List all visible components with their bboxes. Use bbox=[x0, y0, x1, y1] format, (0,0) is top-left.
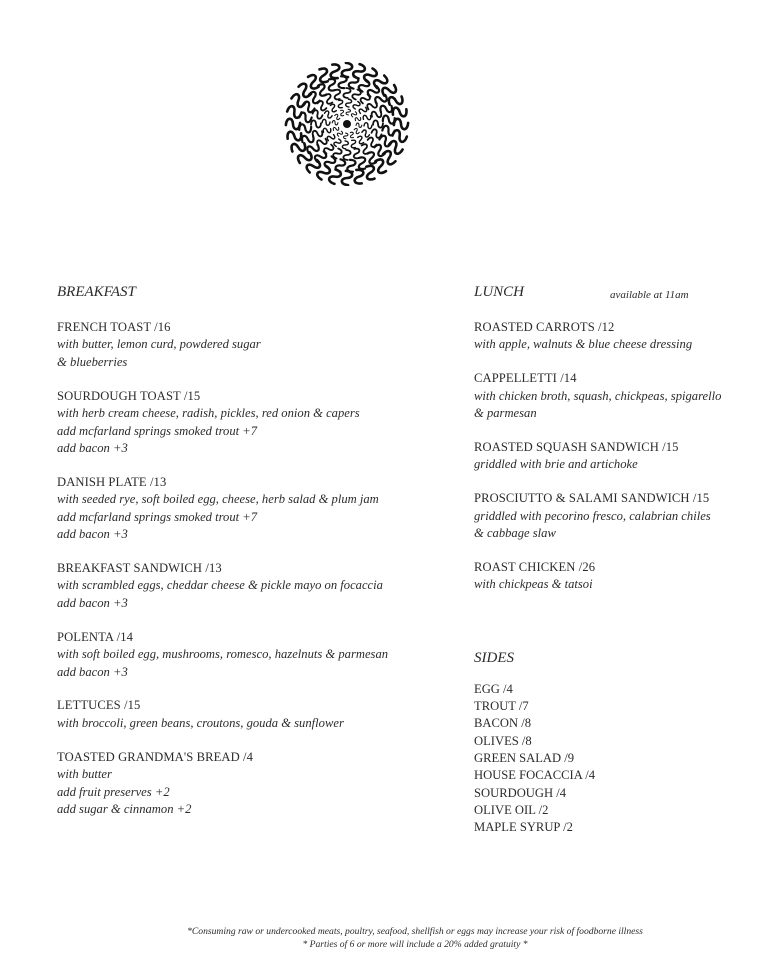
menu-item bbox=[474, 319, 759, 354]
menu-item-description: with soft boiled egg, mushrooms, romesco, hazelnuts & parmesan bbox=[57, 647, 389, 662]
menu-item-name: TOASTED GRANDMA'S BREAD /4 bbox=[57, 749, 254, 764]
menu-item-description: add mcfarland springs smoked trout +7 bbox=[57, 423, 258, 438]
side-item: EGG /4 bbox=[474, 681, 513, 696]
menu-item-description: add sugar & cinnamon +2 bbox=[57, 801, 192, 816]
menu-item-description: with herb cream cheese, radish, pickles, red onion & capers bbox=[57, 406, 360, 421]
menu-item-description: with seeded rye, soft boiled egg, cheese, herb salad & plum jam bbox=[57, 492, 379, 507]
menu-item bbox=[57, 697, 437, 732]
lunch-column bbox=[474, 282, 759, 837]
menu-item bbox=[57, 749, 437, 819]
footer-disclaimer: *Consuming raw or undercooked meats, poultry, seafood, shellfish or eggs may increase your risk of foodborne illness bbox=[187, 926, 643, 937]
lunch-header bbox=[474, 282, 759, 302]
side-item: MAPLE SYRUP /2 bbox=[474, 820, 573, 835]
menu-item-name: ROASTED CARROTS /12 bbox=[474, 320, 615, 334]
menu-item-name: SOURDOUGH TOAST /15 bbox=[57, 388, 201, 403]
menu-item bbox=[57, 560, 437, 612]
menu-item-description: add bacon +3 bbox=[57, 595, 128, 610]
side-item: GREEN SALAD /9 bbox=[474, 751, 575, 766]
menu-item-name: FRENCH TOAST /16 bbox=[57, 320, 171, 334]
footer-gratuity: * Parties of 6 or more will include a 20% added gratuity * bbox=[302, 939, 528, 950]
menu-item-description: & cabbage slaw bbox=[474, 526, 556, 541]
lunch-items bbox=[474, 319, 759, 594]
menu-item-description: with chicken broth, squash, chickpeas, spigarello bbox=[474, 388, 722, 403]
side-item: TROUT /7 bbox=[474, 699, 529, 714]
side-item: HOUSE FOCACCIA /4 bbox=[474, 768, 596, 783]
menu-item-name: CAPPELLETTI /14 bbox=[474, 371, 577, 386]
menu-item-description: add bacon +3 bbox=[57, 440, 128, 455]
menu-item-name: ROAST CHICKEN /26 bbox=[474, 560, 596, 575]
menu-item-description: & blueberries bbox=[57, 354, 128, 369]
menu-item-description: with butter, lemon curd, powdered sugar bbox=[57, 337, 261, 352]
menu-item-name: BREAKFAST SANDWICH /13 bbox=[57, 560, 222, 575]
menu-item-description: griddled with pecorino fresco, calabrian chiles bbox=[474, 508, 711, 523]
side-item: BACON /8 bbox=[474, 716, 532, 731]
menu-item-description: with broccoli, green beans, croutons, gouda & sunflower bbox=[57, 715, 344, 730]
menu-item-description: add fruit preserves +2 bbox=[57, 784, 170, 799]
menu-item-description: with chickpeas & tatsoi bbox=[474, 577, 593, 592]
menu-item-name: PROSCIUTTO & SALAMI SANDWICH /15 bbox=[474, 491, 710, 506]
breakfast-items bbox=[57, 319, 437, 818]
side-item: OLIVE OIL /2 bbox=[474, 802, 549, 817]
sides-title: SIDES bbox=[474, 649, 514, 666]
sides-section bbox=[474, 648, 759, 837]
menu-item bbox=[57, 388, 437, 458]
side-item: OLIVES /8 bbox=[474, 733, 532, 748]
side-item: SOURDOUGH /4 bbox=[474, 785, 567, 800]
menu-item bbox=[57, 474, 437, 544]
menu-item-name: ROASTED SQUASH SANDWICH /15 bbox=[474, 440, 679, 455]
breakfast-title: BREAKFAST bbox=[57, 284, 136, 300]
menu-item bbox=[474, 490, 759, 542]
menu-item-description: add bacon +3 bbox=[57, 527, 128, 542]
lunch-title: LUNCH bbox=[474, 284, 525, 300]
lunch-availability: available at 11am bbox=[610, 289, 689, 301]
menu-item-description: with scrambled eggs, cheddar cheese & pickle mayo on focaccia bbox=[57, 578, 383, 593]
menu-item-description: add mcfarland springs smoked trout +7 bbox=[57, 509, 258, 524]
menu-item bbox=[474, 439, 759, 474]
menu-item bbox=[474, 559, 759, 594]
footer bbox=[160, 925, 670, 951]
menu-item-description: add bacon +3 bbox=[57, 664, 128, 679]
menu-item bbox=[57, 629, 437, 681]
menu-item bbox=[57, 319, 437, 371]
menu-item-description: griddled with brie and artichoke bbox=[474, 457, 638, 472]
menu-item bbox=[474, 370, 759, 422]
menu-item-description: with butter bbox=[57, 767, 112, 782]
menu-item-name: DANISH PLATE /13 bbox=[57, 474, 167, 489]
menu-item-description: & parmesan bbox=[474, 406, 537, 421]
sides-items bbox=[474, 681, 759, 837]
menu-item-description: with apple, walnuts & blue cheese dressing bbox=[474, 337, 693, 352]
spiral-logo-icon bbox=[282, 62, 412, 186]
breakfast-column bbox=[57, 282, 437, 835]
menu-item-name: LETTUCES /15 bbox=[57, 698, 141, 713]
menu-item-name: POLENTA /14 bbox=[57, 629, 134, 644]
